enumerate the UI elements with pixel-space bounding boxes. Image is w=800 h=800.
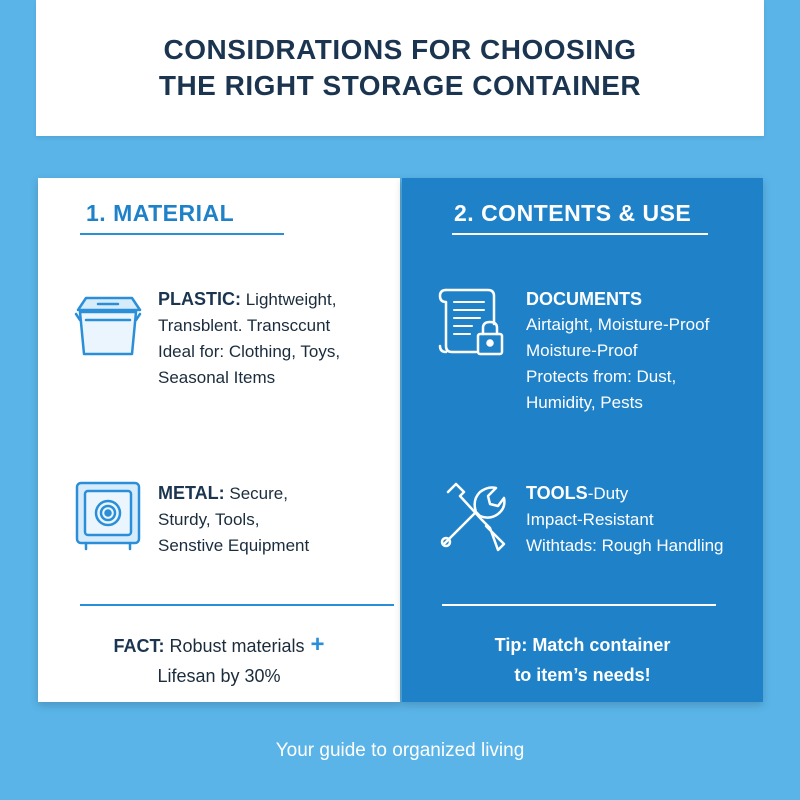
plastic-line-3: Ideal for: Clothing, Toys, <box>158 342 341 361</box>
page-title-line-1: CONSIDRATIONS FOR CHOOSING <box>163 34 637 65</box>
document-lock-icon <box>436 284 508 360</box>
plus-icon: + <box>310 631 325 658</box>
plastic-description <box>158 286 340 391</box>
page-title-line-2: THE RIGHT STORAGE CONTAINER <box>158 70 642 101</box>
metal-line-1: Secure, <box>224 484 288 503</box>
contents-section-title: 2. CONTENTS & USE <box>454 200 692 226</box>
material-card <box>38 178 400 702</box>
tip-line-2: to item’s needs! <box>514 665 651 685</box>
tip-callout <box>402 630 763 690</box>
tools-line-2: Withtads: Rough Handling <box>526 536 724 555</box>
footer-tagline: Your guide to organized living <box>275 740 525 761</box>
documents-line-2: Moisture-Proof <box>526 341 638 360</box>
plastic-heading: PLASTIC: <box>158 289 241 309</box>
metal-line-2: Sturdy, Tools, <box>158 510 260 529</box>
contents-title-underline <box>452 233 708 235</box>
tools-description <box>526 480 724 559</box>
material-title-underline <box>80 233 284 235</box>
header-banner <box>36 0 764 136</box>
contents-card <box>402 178 763 702</box>
tools-line-1: Impact-Resistant <box>526 510 654 529</box>
plastic-line-4: Seasonal Items <box>158 368 276 387</box>
tip-line-1: Tip: Match container <box>494 635 671 655</box>
fact-callout <box>38 630 400 691</box>
metal-description <box>158 480 309 559</box>
tools-heading: TOOLS <box>526 483 588 503</box>
material-section-title: 1. MATERIAL <box>86 200 235 226</box>
fact-line-2: Lifesan by 30% <box>157 666 281 686</box>
tools-icon <box>438 480 508 552</box>
contents-divider <box>442 604 716 606</box>
plastic-line-1: Lightweight, <box>241 290 337 309</box>
documents-line-4: Humidity, Pests <box>526 393 643 412</box>
material-divider <box>80 604 394 606</box>
documents-description <box>526 286 709 416</box>
metal-heading: METAL: <box>158 483 225 503</box>
metal-line-3: Senstive Equipment <box>158 536 310 555</box>
fact-line-1: Robust materials <box>164 636 305 656</box>
storage-bin-icon <box>72 286 144 358</box>
documents-line-3: Protects from: Dust, <box>526 367 677 386</box>
fact-heading: FACT: <box>113 636 165 656</box>
documents-heading: DOCUMENTS <box>526 289 642 309</box>
documents-line-1: Airtaight, Moisture-Proof <box>526 315 710 334</box>
safe-icon <box>74 480 142 552</box>
tools-heading-suffix: -Duty <box>587 484 629 503</box>
plastic-line-2: Transblent. Transccunt <box>158 316 331 335</box>
